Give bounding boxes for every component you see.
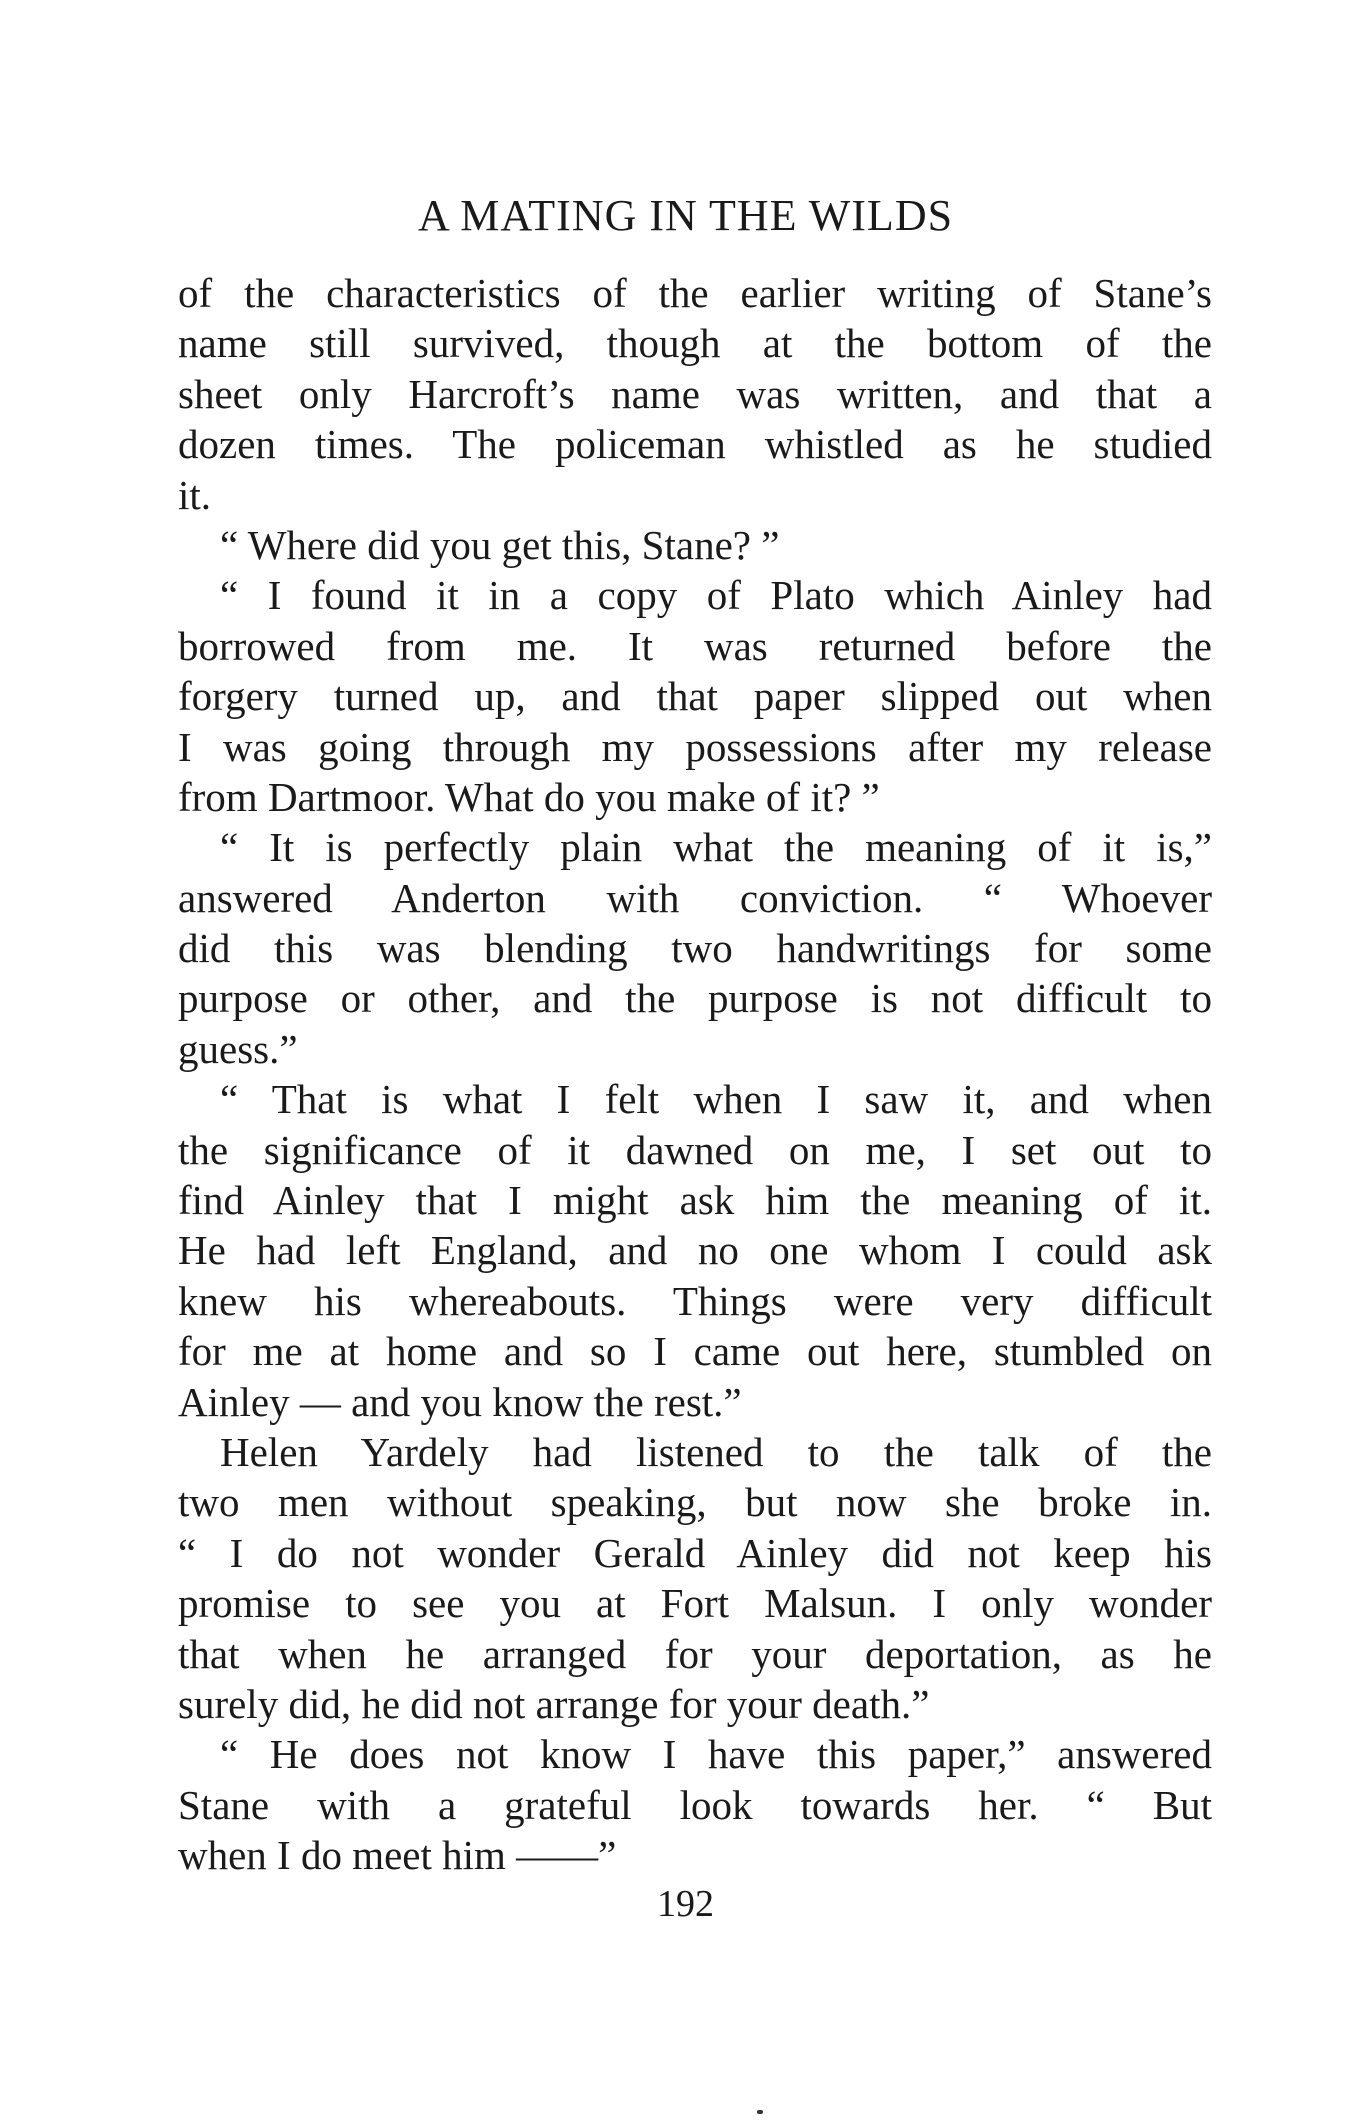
text-line: from Dartmoor. What do you make of it? ” bbox=[178, 773, 880, 820]
text-line: Helen Yardely had listened to the talk of the bbox=[220, 1428, 1212, 1475]
text-line: surely did, he did not arrange for your death.” bbox=[178, 1680, 930, 1727]
text-line: “ I found it in a copy of Plato which Ainley had bbox=[220, 572, 1212, 619]
text-line: dozen times. The policeman whistled as he studied bbox=[178, 421, 1212, 468]
text-line: “ Where did you get this, Stane? ” bbox=[220, 521, 780, 568]
text-line: “ I do not wonder Gerald Ainley did not keep his bbox=[178, 1529, 1212, 1576]
text-line: two men without speaking, but now she broke in. bbox=[178, 1479, 1212, 1526]
text-line: when I do meet him ——” bbox=[178, 1832, 617, 1879]
text-line: I was going through my possessions after my release bbox=[178, 723, 1212, 770]
page-number: 192 bbox=[657, 1883, 714, 1925]
body-text bbox=[178, 268, 1212, 1881]
text-line: guess.” bbox=[178, 1025, 298, 1072]
text-line: “ That is what I felt when I saw it, and when bbox=[220, 1076, 1212, 1123]
text-line: for me at home and so I came out here, stumbled on bbox=[178, 1328, 1212, 1375]
text-line: He had left England, and no one whom I could ask bbox=[178, 1227, 1212, 1274]
text-line: of the characteristics of the earlier writing of Stane’s bbox=[178, 270, 1212, 316]
text-line: promise to see you at Fort Malsun. I only wonder bbox=[178, 1580, 1212, 1627]
text-line: purpose or other, and the purpose is not difficult to bbox=[178, 975, 1212, 1022]
text-line: find Ainley that I might ask him the meaning of it. bbox=[178, 1177, 1212, 1224]
text-line: sheet only Harcroft’s name was written, and that a bbox=[178, 370, 1212, 417]
scan-speck bbox=[757, 2110, 763, 2114]
text-line: “ It is perfectly plain what the meaning of it is,” bbox=[220, 824, 1212, 871]
text-line: the significance of it dawned on me, I set out to bbox=[178, 1126, 1212, 1173]
text-line: it. bbox=[178, 471, 212, 518]
text-line: answered Anderton with conviction. “ Whoever bbox=[178, 874, 1212, 921]
text-line: Ainley — and you know the rest.” bbox=[178, 1378, 742, 1425]
text-line: forgery turned up, and that paper slipped out when bbox=[178, 673, 1212, 720]
text-line: “ He does not know I have this paper,” answered bbox=[220, 1731, 1212, 1778]
text-line: knew his whereabouts. Things were very difficult bbox=[178, 1277, 1212, 1324]
text-line: that when he arranged for your deportation, as he bbox=[178, 1630, 1212, 1677]
text-line: did this was blending two handwritings for some bbox=[178, 925, 1212, 972]
text-line: borrowed from me. It was returned before the bbox=[178, 622, 1212, 669]
text-line: name still survived, though at the bottom of the bbox=[178, 320, 1212, 367]
running-head: A MATING IN THE WILDS bbox=[417, 191, 954, 240]
text-line: Stane with a grateful look towards her. “ But bbox=[178, 1781, 1212, 1828]
